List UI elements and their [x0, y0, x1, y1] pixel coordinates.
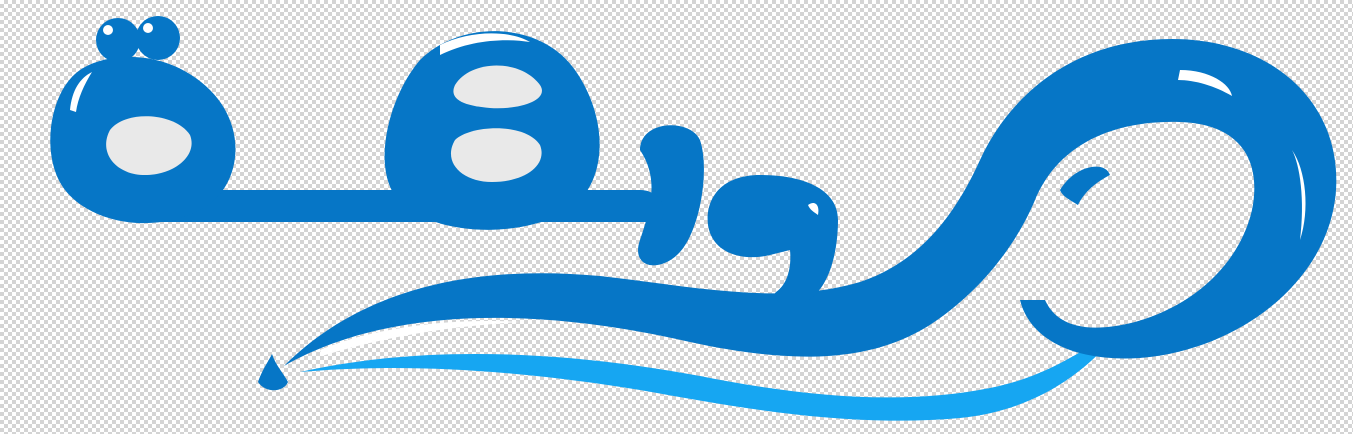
- logo-shapes: [50, 16, 1336, 421]
- dot-left: [96, 18, 140, 62]
- tail-drop: [258, 354, 288, 390]
- highlight-dot-left: [103, 25, 113, 35]
- letter-waw: [708, 175, 838, 305]
- highlight-dot-right: [143, 23, 153, 33]
- dot-right: [136, 16, 180, 60]
